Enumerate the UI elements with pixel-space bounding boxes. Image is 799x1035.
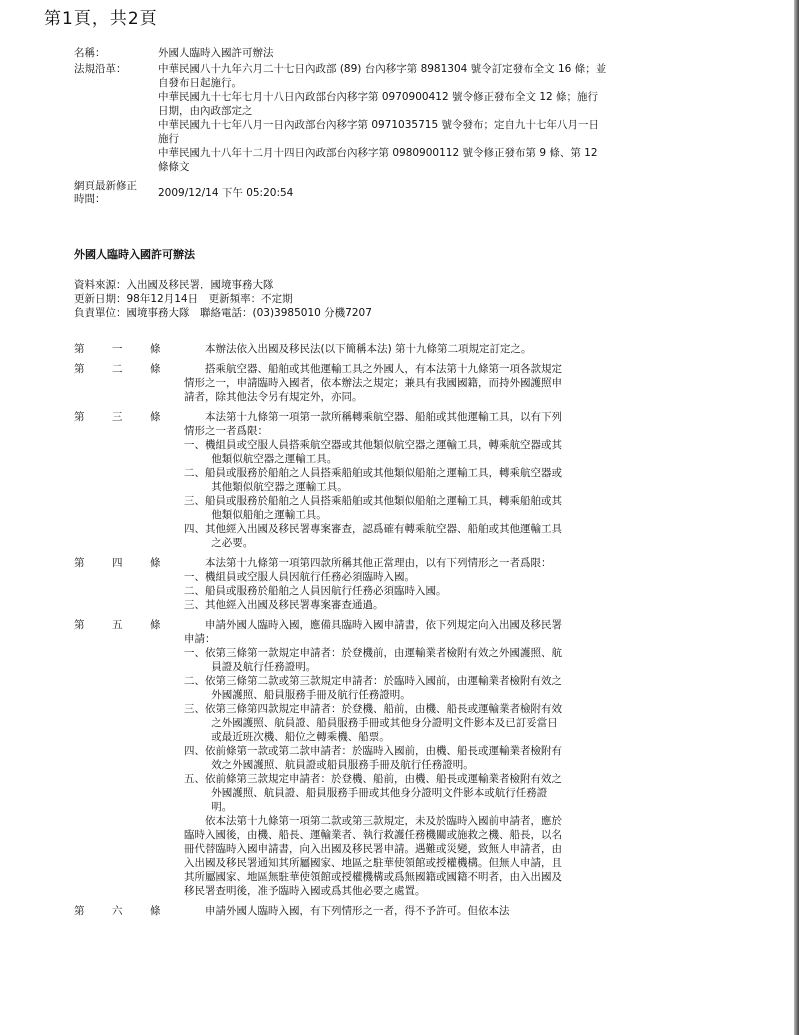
article (74, 556, 574, 612)
article-suffix: 條 (150, 619, 161, 631)
article (74, 904, 574, 918)
history-line: 中華民國九十七年八月一日內政部台內移字第 0971035715 號令發布；定自九十七年八月一日施行 (158, 119, 599, 145)
article-paragraph: 依本法第十九條第一項第二款或第三款規定，未及於臨時入國前申請者，應於臨時入國後，由機、船長、運輸業者、執行救護任務機關或施救之機、船長，以名冊代替臨時入國申請書，向入出國及移民署申請。遇難或災變，致無人申請者，由入出國及移民署通知其所屬國家、地區之駐華使領館或授權機構。但無人申請，且其所屬國家、地區無駐華使領館或授權機構或爲無國籍或國籍不明者，由入出國及移民署查明後，准予臨時入國或爲其他必要之處置。 (184, 815, 562, 897)
article-suffix: 條 (150, 411, 161, 423)
history-label: 法規沿革： (74, 63, 127, 75)
unit-line: 負責單位：國境事務大隊 聯絡電話：(03)3985010 分機7207 (74, 307, 372, 319)
article-prefix: 第 (74, 363, 85, 375)
article-prefix: 第 (74, 619, 85, 631)
article-body (184, 556, 564, 612)
article (74, 362, 574, 404)
article-item: 二、船員或服務於船舶之人員搭乘船舶或其他類似船舶之運輸工具，轉乘航空器或其他類似航空器之運輸工具。 (184, 467, 562, 493)
article-item: 一、依第三條第一款規定申請者：於登機前，由運輸業者檢附有效之外國護照、航員證及航行任務證明。 (184, 647, 562, 673)
page-edge (794, 0, 799, 1035)
history-row (74, 62, 608, 174)
history-list (158, 62, 608, 174)
article-num: 三 (112, 411, 123, 423)
article-text: 申請外國人臨時入國，有下列情形之一者，得不予許可。但依本法 (205, 905, 510, 917)
article-item: 二、船員或服務於船舶之人員因航行任務必須臨時入國。 (184, 585, 447, 597)
article-item: 四、其他經入出國及移民署專案審查，認爲確有轉乘航空器、船舶或其他運輸工具之必要。 (184, 523, 562, 549)
article-text: 本法第十九條第一項第四款所稱其他正當理由，以有下列情形之一者爲限： (205, 557, 552, 569)
history-line: 中華民國九十八年十二月十四日內政部台內移字第 0980900112 號令修正發布第 9 條、第 12 條條文 (158, 147, 598, 173)
article-item: 四、依前條第一款或第二款申請者：於臨時入國前，由機、船長或運輸業者檢附有效之外國護照、航員證或船員服務手冊及航行任務證明。 (184, 745, 562, 771)
article-suffix: 條 (150, 905, 161, 917)
article-items (184, 570, 564, 612)
source-line: 資料來源：入出國及移民署．國境事務大隊 (74, 279, 274, 291)
section-title: 外國人臨時入國許可辦法 (74, 248, 195, 261)
updated-label: 網頁最新修正時間： (74, 180, 137, 205)
page-indicator: 第1頁，共2頁 (44, 9, 158, 29)
article-text: 本法第十九條第一項第一款所稱轉乘航空器、船舶或其他運輸工具，以有下列情形之一者爲限： (184, 411, 562, 437)
article-text: 本辦法依入出國及移民法(以下簡稱本法) 第十九條第二項規定訂定之。 (205, 343, 532, 355)
article-prefix: 第 (74, 905, 85, 917)
info-block (74, 278, 372, 320)
article-body (184, 618, 564, 898)
article-item: 三、船員或服務於船舶之人員搭乘船舶或其他類似船舶之運輸工具，轉乘船舶或其他類似船舶之運輸工具。 (184, 495, 562, 521)
article-items (184, 438, 564, 550)
article-num: 二 (112, 363, 123, 375)
name-label: 名稱： (74, 47, 106, 59)
article-text: 搭乘航空器、船舶或其他運輸工具之外國人，有本法第十九條第一項各款規定情形之一，申請臨時入國者，依本辦法之規定；兼具有我國國籍，而持外國護照申請者，除其他法令另有規定外，亦同。 (184, 363, 562, 403)
article-suffix: 條 (150, 363, 161, 375)
article (74, 342, 574, 356)
updated-value: 2009/12/14 下午 05:20:54 (158, 187, 294, 199)
updated-row (74, 180, 608, 205)
article (74, 410, 574, 550)
article-item: 一、機組員或空服人員搭乘航空器或其他類似航空器之運輸工具，轉乘航空器或其他類似航空器之運輸工具。 (184, 439, 562, 465)
history-line: 中華民國九十七年七月十八日內政部台內移字第 0970900412 號令修正發布全文 12 條；施行日期，由內政部定之 (158, 91, 599, 117)
article-item: 二、依第三條第二款或第三款規定申請者：於臨時入國前，由運輸業者檢附有效之外國護照、船員服務手冊及航行任務證明。 (184, 675, 562, 701)
article-item: 一、機組員或空服人員因航行任務必須臨時入國。 (184, 571, 415, 583)
article-item: 三、其他經入出國及移民署專案審查通過。 (184, 599, 384, 611)
article-prefix: 第 (74, 557, 85, 569)
name-value: 外國人臨時入國許可辦法 (158, 47, 274, 59)
article-body (184, 904, 564, 918)
article-body (184, 410, 564, 550)
article-item: 五、依前條第三款規定申請者：於登機、船前，由機、船長或運輸業者檢附有效之外國護照、航員證、船員服務手冊或其他身分證明文件影本或航行任務證明。 (184, 773, 562, 813)
article-prefix: 第 (74, 411, 85, 423)
article-prefix: 第 (74, 343, 85, 355)
articles-list (74, 342, 574, 924)
article-text: 申請外國人臨時入國，應備具臨時入國申請書，依下列規定向入出國及移民署申請： (184, 619, 562, 645)
article-body (184, 342, 564, 356)
article-item: 三、依第三條第四款規定申請者：於登機、船前，由機、船長或運輸業者檢附有效之外國護照、航員證、船員服務手冊或其他身分證明文件影本及已訂妥當日或最近班次機、船位之轉乘機、船票。 (184, 703, 562, 743)
article-num: 四 (112, 557, 123, 569)
article-suffix: 條 (150, 343, 161, 355)
article (74, 618, 574, 898)
article-num: 一 (112, 343, 123, 355)
metadata-block (74, 46, 608, 205)
article-body (184, 362, 564, 404)
update-line: 更新日期：98年12月14日 更新頻率：不定期 (74, 293, 293, 305)
article-items (184, 646, 564, 814)
article-num: 六 (112, 905, 123, 917)
name-row (74, 46, 608, 60)
article-suffix: 條 (150, 557, 161, 569)
article-num: 五 (112, 619, 123, 631)
history-line: 中華民國八十九年六月二十七日內政部 (89) 台內移字第 8981304 號令訂定發布全文 16 條；並自發布日起施行。 (158, 63, 607, 89)
